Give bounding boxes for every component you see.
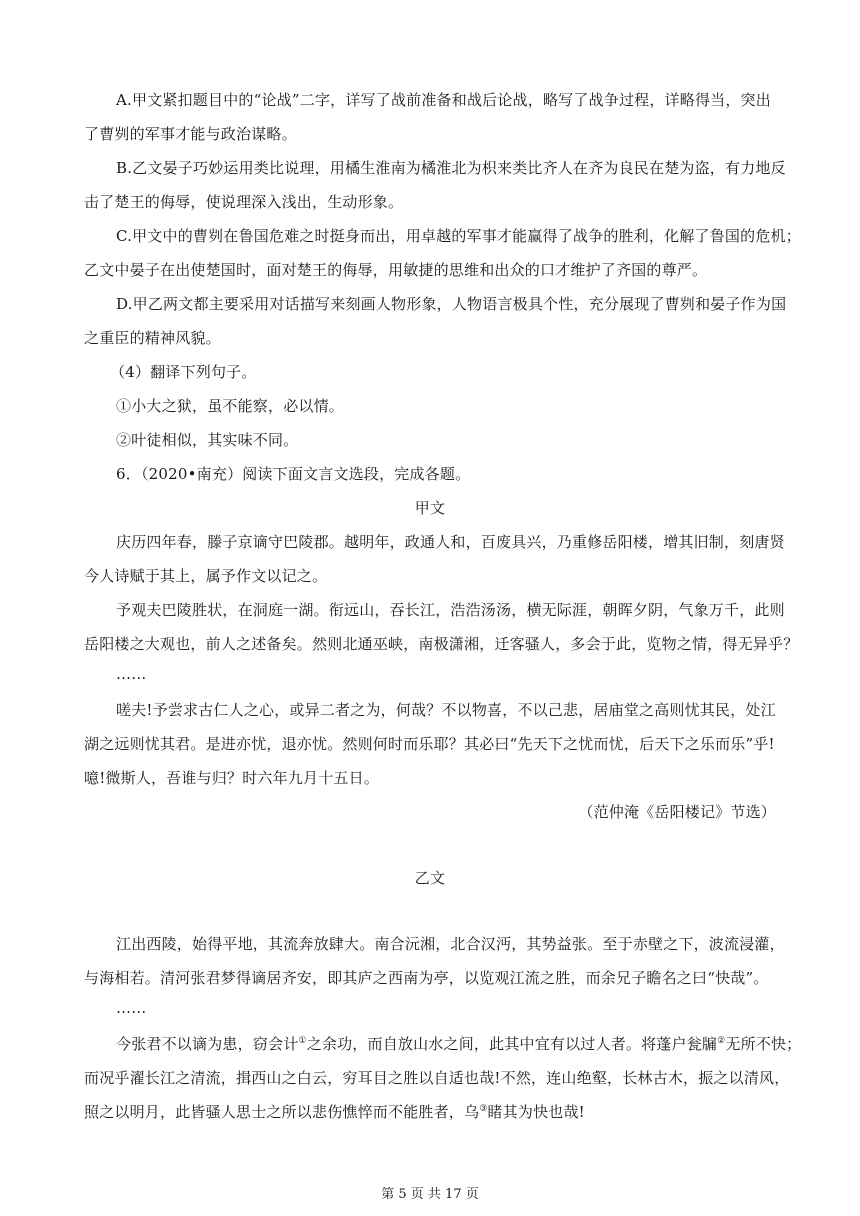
question-4-heading: （4）翻译下列句子。 <box>110 363 257 381</box>
yi-para2-text-c: 无所不快； <box>725 1035 802 1053</box>
yi-para2-line-1 <box>116 1034 802 1054</box>
option-a-line-2: 了曹刿的军事才能与政治谋略。 <box>84 125 297 143</box>
yi-para2-line-2: 而况乎濯长江之清流，揖西山之白云，穷耳目之胜以自适也哉!不然，连山绝壑，长林古木，振之以清风， <box>84 1069 790 1087</box>
jia-para2-line-1: 予观夫巴陵胜状，在洞庭一湖。衔远山，吞长江，浩浩汤汤，横无际涯，朝晖夕阴，气象万千，此则 <box>116 601 785 619</box>
jia-para3-line-2: 湖之远则忧其君。是进亦忧，退亦忧。然则何时而乐耶？其必曰“先天下之忧而忧，后天下之乐而乐”乎! <box>84 735 775 753</box>
page-footer: 第 5 页 共 17 页 <box>381 1187 479 1202</box>
jia-para2-line-2: 岳阳楼之大观也，前人之述备矣。然则北通巫峡，南极潇湘，迁客骚人，多会于此，览物之情，得无异乎？ <box>84 635 799 653</box>
option-c-line-1: C.甲文中的曹刿在鲁国危难之时挺身而出，用卓越的军事才能赢得了战争的胜利，化解了鲁国的危机； <box>116 227 801 245</box>
jia-ellipsis: …… <box>116 665 147 683</box>
option-c-line-2: 乙文中晏子在出使楚国时，面对楚王的侮辱，用敏捷的思维和出众的口才维护了齐国的尊严。 <box>84 261 708 279</box>
jia-source: （范仲淹《岳阳楼记》节选） <box>578 803 776 821</box>
yi-para2-line-3 <box>84 1102 776 1122</box>
section-title-jia: 甲文 <box>414 499 446 517</box>
yi-para1-line-2: 与海相若。清河张君梦得谪居齐安，即其庐之西南为亭，以览观江流之胜，而余兄子瞻名之曰“快哉”。 <box>84 969 769 987</box>
jia-para3-line-1: 嗟夫!予尝求古仁人之心，或异二者之为，何哉？不以物喜，不以己悲，居庙堂之高则忧其民，处江 <box>116 701 776 719</box>
translate-sentence-1: ①小大之狱，虽不能察，必以情。 <box>116 397 345 415</box>
footnote-marker-3: ③ <box>479 1104 488 1114</box>
jia-para1-line-1: 庆历四年春，滕子京谪守巴陵郡。越明年，政通人和，百废具兴，乃重修岳阳楼，增其旧制，刻唐贤 <box>116 533 785 551</box>
option-b-line-2: 击了楚王的侮辱，使说理深入浅出，生动形象。 <box>84 193 404 211</box>
yi-para2-text-a: 今张君不以谪为患，窃会计 <box>116 1035 299 1053</box>
section-title-yi: 乙文 <box>414 869 446 887</box>
option-d-line-2: 之重臣的精神风貌。 <box>84 329 221 347</box>
yi-ellipsis: …… <box>116 999 147 1017</box>
yi-para2-text-b: 之余功，而自放山水之间，此其中宜有以过人者。将蓬户瓮牖 <box>306 1035 718 1053</box>
option-b-line-1: B.乙文晏子巧妙运用类比说理，用橘生淮南为橘淮北为枳来类比齐人在齐为良民在楚为盗，有力地反 <box>116 159 786 177</box>
jia-para1-line-2: 今人诗赋于其上，属予作文以记之。 <box>84 567 328 585</box>
translate-sentence-2: ②叶徒相似，其实味不同。 <box>116 431 299 449</box>
option-a-line-1: A.甲文紧扣题目中的“论战”二字，详写了战前准备和战后论战，略写了战争过程，详略得当，突出 <box>116 91 771 109</box>
yi-para1-line-1: 江出西陵，始得平地，其流奔放肆大。南合沅湘，北合汉沔，其势益张。至于赤壁之下，波流浸灌， <box>116 935 785 953</box>
yi-para2-text-e: 睹其为快也哉! <box>487 1103 585 1121</box>
jia-para3-line-3: 噫!微斯人，吾谁与归？时六年九月十五日。 <box>84 769 380 787</box>
yi-para2-text-d: 照之以明月，此皆骚人思士之所以悲伤憔悴而不能胜者，乌 <box>84 1103 480 1121</box>
footnote-marker-2: ② <box>717 1036 726 1046</box>
option-d-line-1: D.甲乙两文都主要采用对话描写来刻画人物形象，人物语言极具个性，充分展现了曹刿和晏子作为国 <box>116 295 787 313</box>
question-6-heading: 6．（2020•南充）阅读下面文言文选段，完成各题。 <box>116 465 471 483</box>
footnote-marker-1: ① <box>298 1036 307 1046</box>
